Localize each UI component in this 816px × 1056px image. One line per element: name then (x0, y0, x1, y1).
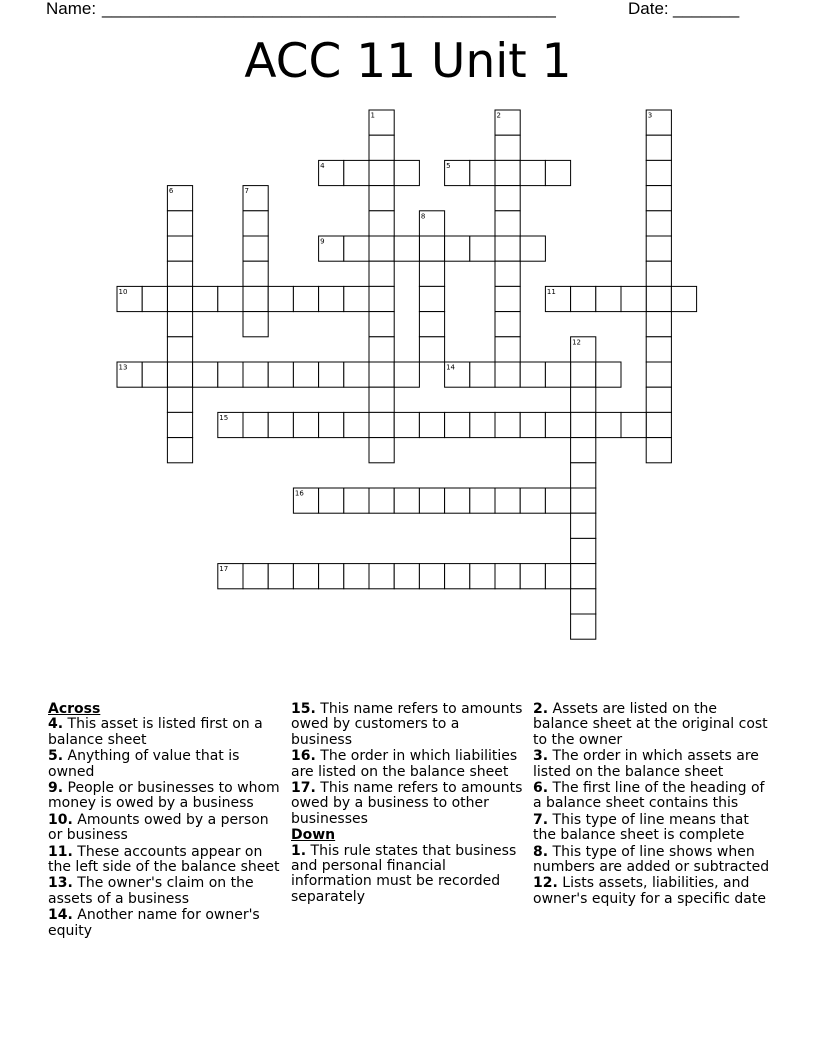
grid-cell-r18-c6[interactable] (268, 564, 293, 589)
grid-cell-r7-c21[interactable] (646, 286, 671, 311)
grid-cell-r3-c10[interactable] (369, 186, 394, 211)
date-blank-line[interactable]: _______ (673, 0, 740, 18)
date-label: Date: (628, 0, 669, 18)
grid-cell-r18-c9[interactable] (344, 564, 369, 589)
grid-cell-r18-c10[interactable] (369, 564, 394, 589)
clue-text: The order in which assets are listed on the balance sheet (533, 748, 759, 780)
clue-down-7 (533, 813, 773, 844)
grid-cell-r15-c18[interactable] (571, 488, 596, 513)
grid-cell-r15-c8[interactable] (319, 488, 344, 513)
cell-number-7: 7 (244, 187, 249, 196)
grid-cell-r7-c1[interactable] (142, 286, 167, 311)
cell-number-9: 9 (320, 237, 325, 246)
grid-cell-r10-c21[interactable] (646, 362, 671, 387)
grid-cell-r12-c15[interactable] (495, 412, 520, 437)
grid-cell-r7-c9[interactable] (344, 286, 369, 311)
grid-cell-r4-c15[interactable] (495, 211, 520, 236)
cell-number-13: 13 (118, 363, 128, 372)
grid-cell-r12-c20[interactable] (621, 412, 646, 437)
grid-cell-r18-c18[interactable] (571, 564, 596, 589)
clue-text: This type of line means that the balance sheet is complete (533, 811, 749, 844)
grid-cell-r10-c19[interactable] (596, 362, 621, 387)
grid-cell-r8-c21[interactable] (646, 312, 671, 337)
grid-cell-r5-c10[interactable] (369, 236, 394, 261)
grid-cell-r18-c13[interactable] (445, 564, 470, 589)
clue-down-8 (533, 845, 773, 876)
cell-number-16: 16 (294, 489, 304, 498)
grid-cell-r3-c21[interactable] (646, 186, 671, 211)
grid-cell-r15-c17[interactable] (545, 488, 570, 513)
clue-number: 16. (291, 748, 316, 765)
cell-number-8: 8 (420, 212, 426, 221)
clues-column-2 (291, 702, 523, 906)
grid-cell-r15-c13[interactable] (445, 488, 470, 513)
clue-number: 9. (48, 780, 64, 797)
grid-cell-r8-c2[interactable] (167, 312, 192, 337)
name-blank-line[interactable]: ________________________________________________ (102, 0, 556, 18)
clue-number: 14. (48, 907, 73, 924)
grid-cell-r12-c7[interactable] (293, 412, 318, 437)
clue-text: People or businesses to whom money is owed by a business (48, 780, 280, 812)
grid-cell-r12-c17[interactable] (545, 412, 570, 437)
grid-cell-r12-c5[interactable] (243, 412, 268, 437)
grid-cell-r5-c21[interactable] (646, 236, 671, 261)
grid-cell-r9-c2[interactable] (167, 337, 192, 362)
cell-number-17: 17 (219, 565, 229, 574)
grid-cell-r5-c15[interactable] (495, 236, 520, 261)
grid-cell-r9-c21[interactable] (646, 337, 671, 362)
grid-cell-r18-c17[interactable] (545, 564, 570, 589)
clue-across-5 (48, 749, 284, 780)
clues-column-1 (48, 702, 284, 940)
grid-cell-r2-c16[interactable] (520, 160, 545, 185)
clue-number: 3. (533, 748, 549, 765)
grid-cell-r2-c14[interactable] (470, 160, 495, 185)
clue-text: Assets are listed on the balance sheet at the original cost to the owner (533, 701, 768, 748)
clue-text: The owner's claim on the assets of a business (48, 875, 254, 907)
grid-cell-r18-c8[interactable] (319, 564, 344, 589)
clue-number: 6. (533, 780, 549, 797)
grid-cell-r4-c5[interactable] (243, 211, 268, 236)
grid-cell-r7-c18[interactable] (571, 286, 596, 311)
grid-cell-r18-c11[interactable] (394, 564, 419, 589)
grid-cell-r6-c12[interactable] (419, 261, 444, 286)
grid-cell-r3-c15[interactable] (495, 186, 520, 211)
clue-number: 1. (291, 842, 307, 859)
clue-number: 10. (48, 811, 73, 828)
grid-cell-r12-c13[interactable] (445, 412, 470, 437)
clue-across-14 (48, 908, 284, 939)
grid-cell-r4-c21[interactable] (646, 211, 671, 236)
grid-cell-r2-c9[interactable] (344, 160, 369, 185)
grid-cell-r9-c12[interactable] (419, 337, 444, 362)
grid-cell-r15-c14[interactable] (470, 488, 495, 513)
grid-cell-r12-c21[interactable] (646, 412, 671, 437)
grid-cell-r10-c6[interactable] (268, 362, 293, 387)
clue-number: 11. (48, 843, 73, 860)
grid-cell-r18-c12[interactable] (419, 564, 444, 589)
clue-text: These accounts appear on the left side of the balance sheet (48, 843, 280, 876)
clue-down-2 (533, 702, 773, 748)
grid-cell-r5-c2[interactable] (167, 236, 192, 261)
cell-number-1: 1 (370, 111, 375, 120)
grid-cell-r7-c2[interactable] (167, 286, 192, 311)
clue-across-9 (48, 781, 284, 812)
grid-cell-r15-c11[interactable] (394, 488, 419, 513)
grid-cell-r18-c14[interactable] (470, 564, 495, 589)
clue-number: 13. (48, 875, 73, 892)
clue-across-16 (291, 749, 523, 780)
grid-cell-r1-c10[interactable] (369, 135, 394, 160)
grid-cell-r5-c12[interactable] (419, 236, 444, 261)
grid-cell-r7-c15[interactable] (495, 286, 520, 311)
grid-cell-r7-c10[interactable] (369, 286, 394, 311)
clue-across-4 (48, 717, 284, 748)
grid-cell-r9-c15[interactable] (495, 337, 520, 362)
clue-number: 12. (533, 875, 558, 892)
grid-cell-r6-c5[interactable] (243, 261, 268, 286)
cell-number-3: 3 (647, 111, 653, 120)
grid-cell-r7-c19[interactable] (596, 286, 621, 311)
grid-cell-r16-c18[interactable] (571, 513, 596, 538)
grid-cell-r11-c10[interactable] (369, 387, 394, 412)
grid-cell-r12-c19[interactable] (596, 412, 621, 437)
clue-number: 7. (533, 811, 549, 828)
grid-cell-r9-c10[interactable] (369, 337, 394, 362)
grid-cell-r5-c11[interactable] (394, 236, 419, 261)
cell-number-10: 10 (118, 287, 128, 296)
grid-cell-r4-c2[interactable] (167, 211, 192, 236)
grid-cell-r7-c22[interactable] (671, 286, 696, 311)
grid-cell-r1-c21[interactable] (646, 135, 671, 160)
cell-number-14: 14 (446, 363, 456, 372)
cell-number-4: 4 (320, 161, 325, 170)
cell-number-11: 11 (546, 287, 556, 296)
clue-text: This asset is listed first on a balance sheet (48, 716, 263, 748)
grid-cell-r10-c1[interactable] (142, 362, 167, 387)
grid-cell-r6-c10[interactable] (369, 261, 394, 286)
grid-cell-r10-c18[interactable] (571, 362, 596, 387)
grid-cell-r18-c15[interactable] (495, 564, 520, 589)
clue-down-12 (533, 876, 773, 907)
cell-number-2: 2 (496, 111, 501, 120)
grid-cell-r11-c2[interactable] (167, 387, 192, 412)
clue-text: This name refers to amounts owed by customers to a business (291, 701, 523, 748)
clue-across-13 (48, 876, 284, 907)
clue-down-3 (533, 749, 773, 780)
grid-cell-r12-c11[interactable] (394, 412, 419, 437)
grid-cell-r7-c3[interactable] (193, 286, 218, 311)
grid-cell-r7-c8[interactable] (319, 286, 344, 311)
grid-cell-r10-c17[interactable] (545, 362, 570, 387)
grid-cell-r15-c9[interactable] (344, 488, 369, 513)
clues-column-3 (533, 702, 773, 908)
grid-cell-r2-c21[interactable] (646, 160, 671, 185)
name-label: Name: (46, 0, 97, 18)
grid-cell-r4-c10[interactable] (369, 211, 394, 236)
across-heading: Across (48, 701, 101, 717)
grid-cell-r13-c18[interactable] (571, 438, 596, 463)
grid-cell-r13-c10[interactable] (369, 438, 394, 463)
clue-across-10 (48, 813, 284, 844)
grid-cell-r5-c14[interactable] (470, 236, 495, 261)
grid-cell-r13-c2[interactable] (167, 438, 192, 463)
grid-cell-r10-c5[interactable] (243, 362, 268, 387)
grid-cell-r12-c14[interactable] (470, 412, 495, 437)
clue-down-1 (291, 844, 523, 906)
grid-cell-r7-c7[interactable] (293, 286, 318, 311)
grid-cell-r10-c8[interactable] (319, 362, 344, 387)
grid-cell-r2-c10[interactable] (369, 160, 394, 185)
clue-number: 2. (533, 701, 549, 717)
grid-cell-r15-c10[interactable] (369, 488, 394, 513)
grid-cell-r12-c9[interactable] (344, 412, 369, 437)
grid-cell-r12-c6[interactable] (268, 412, 293, 437)
grid-cell-r10-c4[interactable] (218, 362, 243, 387)
clue-number: 15. (291, 701, 316, 717)
grid-cell-r6-c21[interactable] (646, 261, 671, 286)
clue-text: This name refers to amounts owed by a business to other businesses (291, 780, 523, 827)
grid-cell-r5-c16[interactable] (520, 236, 545, 261)
grid-cell-r12-c10[interactable] (369, 412, 394, 437)
grid-cell-r18-c5[interactable] (243, 564, 268, 589)
grid-cell-r18-c7[interactable] (293, 564, 318, 589)
grid-cell-r10-c10[interactable] (369, 362, 394, 387)
clue-text: This type of line shows when numbers are added or subtracted (533, 843, 770, 876)
grid-cell-r7-c20[interactable] (621, 286, 646, 311)
grid-cell-r6-c15[interactable] (495, 261, 520, 286)
clue-text: This rule states that business and personal financial information must be recorded separately (291, 842, 517, 905)
grid-cell-r15-c12[interactable] (419, 488, 444, 513)
clue-down-6 (533, 781, 773, 812)
clue-text: The first line of the heading of a balance sheet contains this (533, 780, 765, 812)
grid-cell-r10-c14[interactable] (470, 362, 495, 387)
grid-cell-r7-c5[interactable] (243, 286, 268, 311)
grid-cell-r8-c10[interactable] (369, 312, 394, 337)
clue-text: Anything of value that is owned (48, 748, 240, 780)
grid-cell-r1-c15[interactable] (495, 135, 520, 160)
grid-cell-r5-c13[interactable] (445, 236, 470, 261)
grid-cell-r15-c16[interactable] (520, 488, 545, 513)
grid-cell-r10-c16[interactable] (520, 362, 545, 387)
grid-cell-r7-c4[interactable] (218, 286, 243, 311)
down-heading: Down (291, 827, 336, 844)
grid-cell-r12-c12[interactable] (419, 412, 444, 437)
clue-across-15 (291, 702, 523, 748)
grid-cell-r18-c16[interactable] (520, 564, 545, 589)
grid-cell-r10-c2[interactable] (167, 362, 192, 387)
grid-cell-r10-c7[interactable] (293, 362, 318, 387)
grid-cell-r14-c18[interactable] (571, 463, 596, 488)
clue-text: Amounts owed by a person or business (48, 811, 269, 844)
grid-cell-r20-c18[interactable] (571, 614, 596, 639)
grid-cell-r8-c15[interactable] (495, 312, 520, 337)
grid-cell-r13-c21[interactable] (646, 438, 671, 463)
clue-number: 5. (48, 748, 64, 765)
grid-cell-r7-c12[interactable] (419, 286, 444, 311)
grid-cell-r15-c15[interactable] (495, 488, 520, 513)
clue-number: 4. (48, 716, 64, 733)
clue-across-11 (48, 845, 284, 876)
grid-cell-r2-c17[interactable] (545, 160, 570, 185)
grid-cell-r12-c18[interactable] (571, 412, 596, 437)
grid-cell-r12-c8[interactable] (319, 412, 344, 437)
cell-number-5: 5 (446, 161, 451, 170)
clue-text: The order in which liabilities are listed on the balance sheet (291, 748, 518, 780)
cell-number-6: 6 (168, 187, 174, 196)
grid-cell-r8-c5[interactable] (243, 312, 268, 337)
grid-cell-r17-c18[interactable] (571, 538, 596, 563)
grid-cell-r11-c18[interactable] (571, 387, 596, 412)
grid-cell-r5-c9[interactable] (344, 236, 369, 261)
grid-cell-r10-c3[interactable] (193, 362, 218, 387)
page-title: ACC 11 Unit 1 (244, 34, 572, 89)
clue-number: 17. (291, 780, 316, 797)
grid-cell-r12-c16[interactable] (520, 412, 545, 437)
grid-cell-r10-c11[interactable] (394, 362, 419, 387)
grid-cell-r2-c15[interactable] (495, 160, 520, 185)
grid-cell-r19-c18[interactable] (571, 589, 596, 614)
grid-cell-r10-c15[interactable] (495, 362, 520, 387)
cell-number-15: 15 (219, 413, 229, 422)
grid-cell-r6-c2[interactable] (167, 261, 192, 286)
cell-number-12: 12 (572, 338, 582, 347)
clue-text: Lists assets, liabilities, and owner's equity for a specific date (533, 875, 766, 907)
grid-cell-r12-c2[interactable] (167, 412, 192, 437)
grid-cell-r7-c6[interactable] (268, 286, 293, 311)
grid-cell-r10-c9[interactable] (344, 362, 369, 387)
grid-cell-r5-c5[interactable] (243, 236, 268, 261)
grid-cell-r2-c11[interactable] (394, 160, 419, 185)
clue-across-17 (291, 781, 523, 827)
grid-cell-r11-c21[interactable] (646, 387, 671, 412)
clue-text: Another name for owner's equity (48, 907, 260, 939)
clue-number: 8. (533, 843, 549, 860)
grid-cell-r8-c12[interactable] (419, 312, 444, 337)
